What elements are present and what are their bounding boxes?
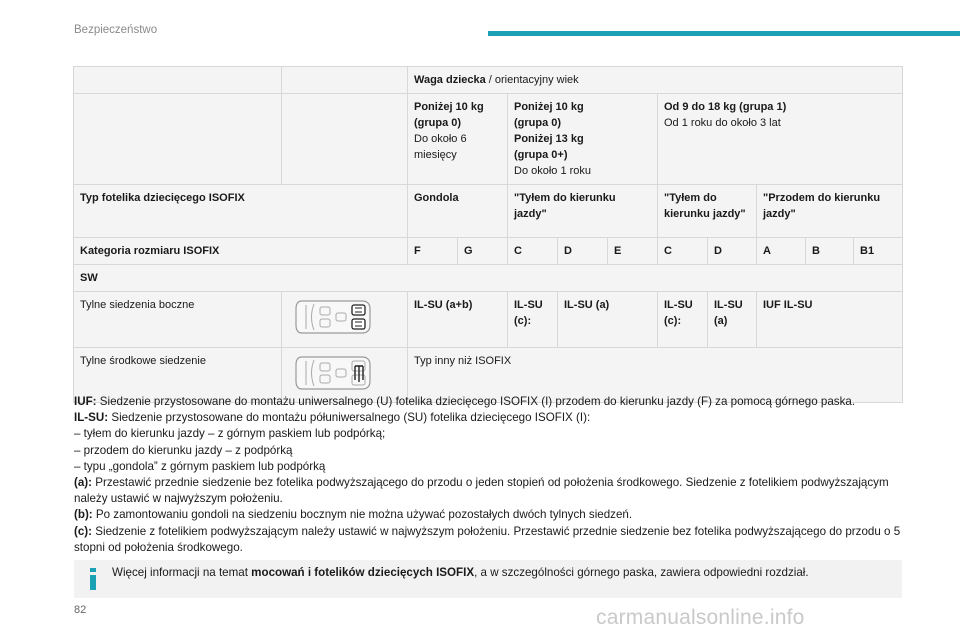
rear-side-val: IUF IL-SU — [757, 292, 903, 348]
notes — [74, 394, 904, 556]
note-key: (b): — [74, 508, 93, 522]
note-text: Siedzenie przystosowane do montażu uniwersalnego (U) fotelika dziecięcego ISOFIX (I) przodem do kierunku jazdy (F) za pomocą górnego paska. — [99, 395, 856, 408]
size-cell: D — [558, 238, 608, 265]
rear-side-diagram — [282, 292, 408, 348]
rear-side-val: IL-SU (c): — [658, 292, 708, 348]
rear-side-val: IL-SU (a) — [558, 292, 658, 348]
note-dash: – tyłem do kierunku jazdy – z górnym paskiem lub podpórką; — [74, 427, 386, 441]
size-cell: D — [708, 238, 757, 265]
size-cell: F — [408, 238, 458, 265]
rear-side-val: IL-SU (a+b) — [408, 292, 508, 348]
rear-center-value: Typ inny niż ISOFIX — [408, 348, 903, 403]
empty-cell — [74, 67, 282, 94]
type-gondola: Gondola — [408, 185, 508, 238]
empty-cell — [282, 94, 408, 185]
empty-cell — [74, 94, 282, 185]
weight-header — [408, 67, 903, 94]
info-text-pre: Więcej informacji na temat — [112, 566, 252, 579]
group-2-l1: Od 9 do 18 kg (grupa 1) — [664, 101, 787, 113]
group-1-l2: (grupa 0) — [514, 117, 562, 129]
rear-side-val: IL-SU (a) — [708, 292, 757, 348]
type-rear-facing-1: "Tyłem do kierunku jazdy" — [508, 185, 658, 238]
isofix-table — [73, 66, 903, 403]
groups-row — [74, 94, 903, 185]
info-icon — [88, 568, 98, 590]
empty-cell — [282, 67, 408, 94]
note-text: Siedzenie z fotelikiem podwyższającym należy ustawić w najwyższym położeniu. Przestawić przednie siedzenie bez fotelika podwyższającego do przodu o 5 stopni od położenia środkowego. — [74, 524, 901, 554]
types-row — [74, 185, 903, 238]
note-key: IL-SU: — [74, 411, 109, 425]
size-label: Kategoria rozmiaru ISOFIX — [74, 238, 408, 265]
page-number: 82 — [74, 604, 87, 616]
note-text: Przestawić przednie siedzenie bez fotelika podwyższającego do przodu o jeden stopień od położenia środkowego. Siedzenie z fotelikiem podwyższającym należy ustawić w najwyższym położeniu. — [74, 476, 889, 506]
rear-side-row — [74, 292, 903, 348]
rear-center-label: Tylne środkowe siedzenie — [74, 348, 282, 403]
size-cell: G — [458, 238, 508, 265]
size-cell: E — [608, 238, 658, 265]
rear-side-val: IL-SU (c): — [508, 292, 558, 348]
note-c — [74, 524, 904, 556]
group-1-note: Do około 1 roku — [514, 165, 592, 177]
group-1-l4: (grupa 0+) — [514, 149, 568, 161]
accent-bar — [488, 31, 960, 36]
note-dash: – typu „gondola” z górnym paskiem lub podpórką — [74, 459, 326, 473]
group-1-l3: Poniżej 13 kg — [514, 133, 584, 145]
size-cell: B — [806, 238, 854, 265]
group-0-note: Do około 6 miesięcy — [414, 133, 467, 161]
watermark: carmanualsonline.info — [596, 606, 805, 629]
info-text — [112, 565, 809, 581]
note-dash: – przodem do kierunku jazdy – z podpórką — [74, 443, 293, 457]
group-0-l2: (grupa 0) — [414, 117, 462, 129]
note-text: Po zamontowaniu gondoli na siedzeniu bocznym nie można używać pozostałych dwóch tylnych siedzeń. — [95, 508, 633, 522]
note-key: IUF: — [74, 395, 97, 408]
note-key: (a): — [74, 476, 93, 490]
model-label: SW — [74, 265, 903, 292]
size-cell: A — [757, 238, 806, 265]
note-key: (c): — [74, 524, 93, 538]
type-label: Typ fotelika dziecięcego ISOFIX — [74, 185, 408, 238]
note-a — [74, 475, 904, 507]
car-seat-diagram-center-icon — [292, 352, 374, 394]
group-1-cell — [658, 94, 903, 185]
rear-side-label: Tylne siedzenia boczne — [74, 292, 282, 348]
group-0-cell — [408, 94, 508, 185]
group-0-l1: Poniżej 10 kg — [414, 101, 484, 113]
size-cell: C — [658, 238, 708, 265]
info-text-post: , a w szczególności górnego paska, zawiera odpowiedni rozdział. — [474, 566, 809, 579]
info-box — [74, 560, 902, 598]
sizes-row — [74, 238, 903, 265]
note-iuf — [74, 394, 904, 410]
group-1-l1: Poniżej 10 kg — [514, 101, 584, 113]
group-0plus-cell — [508, 94, 658, 185]
weight-header-bold: Waga dziecka — [414, 74, 486, 86]
info-text-bold: mocowań i fotelików dziecięcych ISOFIX — [251, 566, 475, 579]
weight-header-rest: / orientacyjny wiek — [485, 74, 579, 86]
type-forward-facing: "Przodem do kierunku jazdy" — [757, 185, 903, 238]
note-ilsu — [74, 410, 904, 426]
car-seat-diagram-side-icon — [292, 296, 374, 338]
size-cell: B1 — [854, 238, 903, 265]
type-rear-facing-2: "Tyłem do kierunku jazdy" — [658, 185, 757, 238]
note-text: Siedzenie przystosowane do montażu półuniwersalnego (SU) fotelika dziecięcego ISOFIX (I): — [111, 411, 591, 425]
section-title: Bezpieczeństwo — [74, 24, 158, 36]
weight-header-row — [74, 67, 903, 94]
note-b — [74, 507, 904, 523]
model-row — [74, 265, 903, 292]
size-cell: C — [508, 238, 558, 265]
group-2-note: Od 1 roku do około 3 lat — [664, 117, 781, 129]
